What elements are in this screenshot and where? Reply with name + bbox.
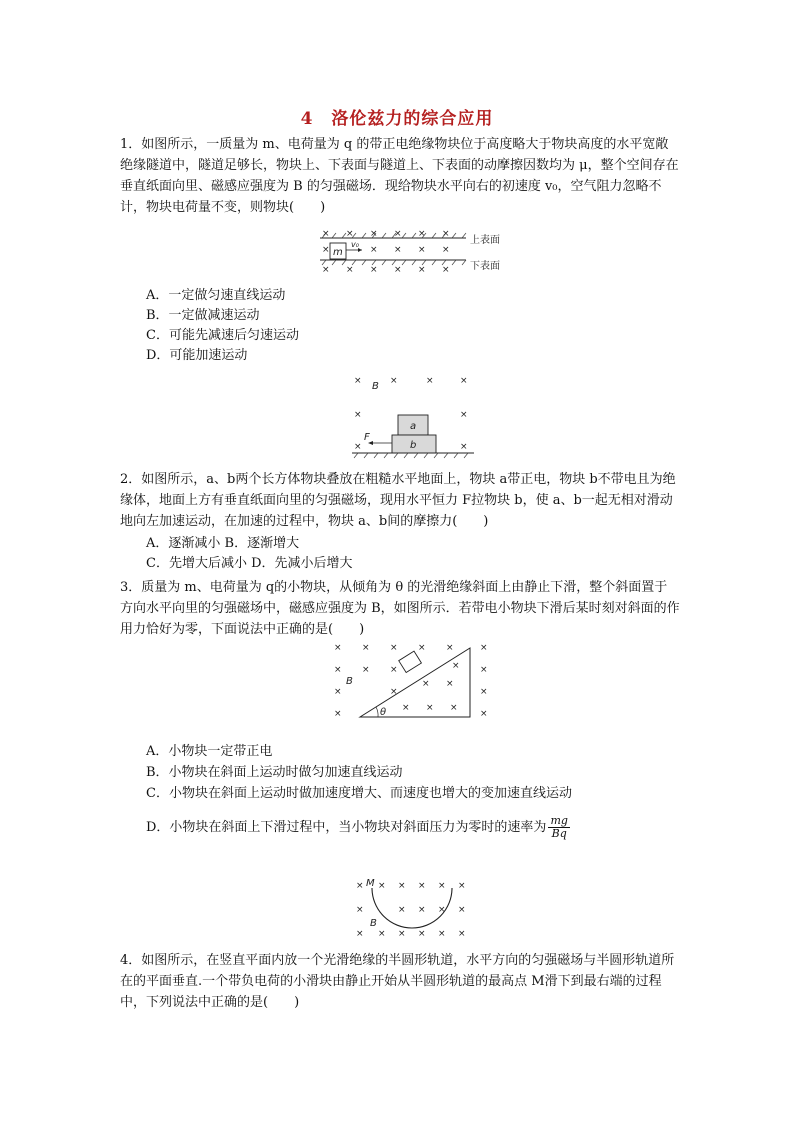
bottom-surface-label: 下表面 (470, 261, 500, 272)
svg-text:×: × (458, 905, 466, 915)
q1-option-c: C．可能先减速后匀速运动 (146, 328, 299, 343)
svg-text:×: × (480, 643, 488, 653)
svg-text:×: × (346, 229, 354, 239)
svg-text:×: × (418, 229, 426, 239)
q1-option-a: A．一定做匀速直线运动 (146, 288, 286, 303)
svg-text:×: × (480, 665, 488, 675)
field-label-b: B (370, 918, 377, 929)
q3-option-c: C．小物块在斜面上运动时做加速度增大、而速度也增大的变加速直线运动 (146, 786, 572, 801)
svg-text:×: × (458, 881, 466, 891)
svg-text:×: × (426, 703, 434, 713)
svg-text:×: × (418, 265, 426, 275)
question-4-figure (352, 876, 472, 942)
small-block (399, 651, 422, 672)
svg-text:×: × (480, 709, 488, 719)
svg-text:×: × (362, 643, 370, 653)
svg-text:×: × (446, 643, 454, 653)
question-3-figure (330, 640, 500, 722)
fraction-denominator: Bq (551, 827, 567, 840)
q1-option-b: B．一定做减速运动 (146, 308, 260, 323)
svg-text:×: × (356, 929, 364, 939)
point-m-label: M (366, 878, 375, 889)
svg-text:×: × (398, 881, 406, 891)
q2-option-cd: C．先增大后减小 D．先减小后增大 (146, 556, 353, 571)
svg-text:×: × (394, 245, 402, 255)
svg-text:×: × (446, 679, 454, 689)
question-2-figure (350, 373, 480, 463)
svg-text:×: × (402, 703, 410, 713)
svg-text:×: × (322, 245, 330, 255)
svg-text:×: × (398, 929, 406, 939)
svg-text:×: × (452, 661, 460, 671)
angle-theta: θ (380, 707, 387, 718)
svg-text:×: × (418, 905, 426, 915)
q3-option-b: B．小物块在斜面上运动时做匀加速直线运动 (146, 765, 403, 780)
svg-text:×: × (362, 665, 370, 675)
svg-text:×: × (354, 442, 362, 452)
svg-text:×: × (442, 245, 450, 255)
svg-text:×: × (460, 442, 468, 452)
q2-option-ab: A．逐渐减小 B．逐渐增大 (146, 536, 300, 551)
svg-text:×: × (334, 687, 342, 697)
svg-text:×: × (346, 265, 354, 275)
svg-text:×: × (426, 376, 434, 386)
field-label-b: B (372, 381, 379, 392)
svg-text:×: × (356, 905, 364, 915)
svg-text:×: × (394, 265, 402, 275)
svg-text:×: × (390, 643, 398, 653)
speed-fraction (548, 815, 569, 840)
q1-option-d: D．可能加速运动 (146, 348, 248, 363)
top-surface-label: 上表面 (470, 235, 500, 246)
svg-text:×: × (334, 709, 342, 719)
svg-text:×: × (322, 265, 330, 275)
question-3-stem: 3．质量为 m、电荷量为 q的小物块，从倾角为 θ 的光滑绝缘斜面上由静止下滑，整个斜面置于方向水平向里的匀强磁场中，磁感应强度为 B，如图所示．若带电小物块下滑后某时刻对斜面的作用力恰好为零，下面说法中正确的是( ) (120, 580, 680, 637)
svg-text:×: × (354, 376, 362, 386)
question-2-stem: 2．如图所示，a、b两个长方体物块叠放在粗糙水平地面上，物块 a带正电，物块 b不带电且为绝缘体，地面上方有垂直纸面向里的匀强磁场，现用水平恒力 F拉物块 b，使 a、b一起无相对滑动地向左加速运动，在加速的过程中，物块 a、b间的摩擦力( ) (120, 472, 676, 529)
svg-text:×: × (438, 905, 446, 915)
svg-text:×: × (334, 665, 342, 675)
svg-text:×: × (398, 905, 406, 915)
question-1-figure (318, 230, 518, 276)
svg-text:×: × (460, 376, 468, 386)
page-title: 4 洛伦兹力的综合应用 (300, 109, 494, 129)
svg-text:×: × (422, 679, 430, 689)
svg-text:×: × (480, 687, 488, 697)
block-a-label: a (410, 421, 417, 432)
svg-text:×: × (322, 229, 330, 239)
question-4-stem: 4．如图所示，在竖直平面内放一个光滑绝缘的半圆形轨道，水平方向的匀强磁场与半圆形轨道所在的平面垂直.一个带负电荷的小滑块由静止开始从半圆形轨道的最高点 M滑下到最右端的过程中，下列说法中正确的是( ) (120, 953, 675, 1010)
svg-text:×: × (438, 929, 446, 939)
block-m-label: m (333, 247, 343, 258)
svg-text:×: × (390, 665, 398, 675)
svg-text:×: × (442, 265, 450, 275)
svg-text:×: × (378, 881, 386, 891)
q3-option-d (146, 815, 570, 840)
svg-text:×: × (418, 245, 426, 255)
svg-text:×: × (370, 245, 378, 255)
svg-text:×: × (442, 229, 450, 239)
svg-text:×: × (390, 687, 398, 697)
v0-label: v₀ (351, 240, 359, 249)
q3-option-d-text: D．小物块在斜面上下滑过程中，当小物块对斜面压力为零时的速率为 (146, 820, 547, 835)
svg-text:×: × (394, 229, 402, 239)
block-b-label: b (410, 440, 417, 451)
fraction-numerator: mg (550, 814, 568, 827)
svg-text:×: × (390, 376, 398, 386)
svg-text:×: × (334, 643, 342, 653)
svg-text:×: × (354, 410, 362, 420)
force-label-f: F (364, 432, 370, 443)
svg-text:×: × (450, 703, 458, 713)
field-label-b: B (346, 676, 353, 687)
svg-text:×: × (356, 881, 364, 891)
svg-text:×: × (378, 929, 386, 939)
svg-text:×: × (370, 229, 378, 239)
q3-option-a: A．小物块一定带正电 (146, 744, 273, 759)
svg-text:×: × (418, 881, 426, 891)
svg-text:×: × (418, 643, 426, 653)
svg-text:×: × (460, 410, 468, 420)
svg-text:×: × (370, 265, 378, 275)
svg-text:×: × (438, 881, 446, 891)
svg-text:×: × (418, 929, 426, 939)
svg-text:×: × (458, 929, 466, 939)
question-1-stem: 1．如图所示，一质量为 m、电荷量为 q 的带正电绝缘物块位于高度略大于物块高度的水平宽敞绝缘隧道中，隧道足够长，物块上、下表面与隧道上、下表面的动摩擦因数均为 μ，整个空间存在垂直纸面向里、磁感应强度为 B 的匀强磁场．现给物块水平向右的初速度 v₀，空气阻力忽略不计，物块电荷量不变，则物块( ) (120, 137, 679, 215)
